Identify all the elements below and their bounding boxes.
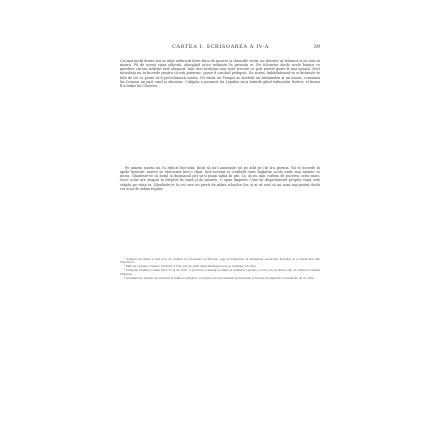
page-header <box>120 44 320 54</box>
body-paragraph <box>120 59 320 88</box>
paragraph-text: Cei mai mulți dintre noi se abat nefericiți între frica de moarte și chinurile vieții: nu dorește să trăiască și nu știu să moară. Fă de aceea viața plăcută, alungând orice neliniște în privința ei. Nu folosește decât acele bunuri ce pierdere cărora sufletul este obișnuit. Iată deci învățăm cum sunt trecute ce poți pierde poate fi mai ușoară. Deci niciodată nu te încrede pentru că ești puternic, poate fi oricând pedepsit. De aceea, îmbărbătează-te și întărește-te față de tot ce poate să-ți pecetluiască soarta. De văzut nu Pompei au hotărât un băiețandru și un eunuc, cruzimea lui Crassus un part crud și obraznic. Caligula a poruncit lui Lepidus să-și întindă gâtul tribunului Dexter; el însuși îl-a întins lui Chaerea. <box>120 59 320 88</box>
page-number: 39 <box>313 44 320 50</box>
footnote: ² Marcus Licinius Crassus, triumvir, a fost ucis de parți după înfrângerea de la Carrhae (53 î.Hr.). <box>124 264 258 269</box>
running-title: CARTEA I. SCRISOAREA A IV-A <box>172 44 270 50</box>
paragraph-text: Pe nimeni soarta nu l-a ridicat într-atât, încât să nu-l amenințe tot pe atât pe cât îi-a permis. Nu te încrede în apele liniștite: marea se răstoarnă într-o clipă, într-aceeași zi corăbiile sunt înghițite acolo unde mai înainte se jucau. Gândește-te că hoțul și dușmanul pot să-ți pună sabia în gât. Cu să nu mai vorbim de puterea celor mari, orice sclav are asupra ta dreptul de viață și de moarte. O spun limpede: Cine își disprețuiește propria viață este stăpân pe viața ta. Gândește-te la cei care au pierit de mâna sclavilor lor, și ai să vezi că nu sunt mai puțini decât cei uciși de mâna regilor. <box>120 166 320 191</box>
footnotes <box>120 258 320 281</box>
body-paragraph <box>120 166 320 191</box>
footnote: ⁴ Germanicus, fratele lui Claudius și tatăl lui Caligula, și Lepidus au fost amintiți de Suetoniu și Tacitus în legătură cu uneltirile de la curte. <box>124 275 315 280</box>
footnote: ¹ Pompei cel Mare a fost ucis de ordinul lui Ptolemeu al XIII-lea, rege al Egiptului, la instigarea eunucului Pothinus și a sfetnicului său Theodotos. <box>120 257 320 265</box>
footnote: ³ Caligula, împărat roman între 37 și 41 d.Hr., a poruncit uciderea lui Marcus Aemilius Lepidus; a fost ucis la rândul său de tribunul Cassius Chaerea. <box>120 268 320 276</box>
